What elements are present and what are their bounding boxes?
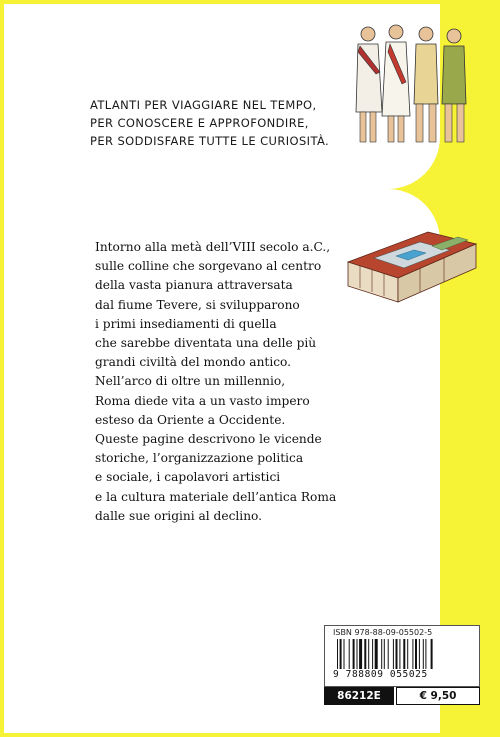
barcode-stripe [353,639,355,669]
description-line: storiche, l’organizzazione politica [95,451,304,466]
tagline-line: ATLANTI PER VIAGGIARE NEL TEMPO, [90,98,317,112]
description-line: Intorno alla metà dell’VIII secolo a.C., [95,240,331,254]
barcode-stripe [399,639,400,669]
barcode-stripe [372,639,373,669]
barcode-number: 9 788809 055025 [333,669,428,680]
product-code-badge: 86212E [324,687,394,705]
barcode-stripe [381,639,382,669]
barcode-stripe [407,639,408,669]
barcode-stripe [425,639,426,669]
barcode-stripe [368,639,369,669]
barcode-stripe [375,639,378,669]
barcode-stripe [412,639,413,669]
price-badge: € 9,50 [396,687,480,705]
barcode-stripe [423,639,424,669]
barcode-stripe [388,639,389,669]
description-line: esteso da Oriente a Occidente. [95,412,286,427]
description-line: sulle colline che sorgevano al centro [95,259,322,274]
description-line: grandi civiltà del mondo antico. [95,355,292,370]
barcode-stripe [419,639,420,669]
barcode-stripe [364,639,366,669]
barcode-stripe [403,639,405,669]
barcode-stripe [431,639,433,669]
barcode-stripe [349,639,350,669]
isbn-label: ISBN 978-88-09-05502-5 [333,628,433,637]
description-line: Queste pagine descrivono le vicende [95,432,322,447]
barcode-box [324,625,480,687]
description-line: dalle sue origini al declino. [95,508,263,523]
barcode-bars [337,639,469,669]
description-line: e sociale, i capolavori artistici [95,470,281,485]
description-line: e la cultura materiale dell’antica Roma [95,489,337,504]
roman-villa-illustration [340,222,480,312]
description-line: dal fiume Tevere, si svilupparono [95,297,300,312]
description-line: Nell’arco di oltre un millennio, [95,374,286,389]
series-tagline [90,96,380,150]
tagline-line: PER CONOSCERE E APPROFONDIRE, [90,116,309,130]
barcode-stripe [396,639,398,669]
barcode-stripe [357,639,358,669]
price-row [324,687,480,705]
back-cover-description [95,238,355,526]
barcode-stripe [393,639,394,669]
description-line: che sarebbe diventata una delle più [95,336,317,351]
barcode-stripe [340,639,342,669]
description-line: i primi insediamenti di quella [95,316,277,331]
barcode-stripe [384,639,385,669]
description-line: della vasta pianura attraversata [95,278,293,293]
description-line: Roma diede vita a un vasto impero [95,393,310,408]
barcode-stripe [337,639,338,669]
barcode-stripe [415,639,417,669]
barcode-stripe [359,639,362,669]
barcode-stripe [344,639,345,669]
tagline-line: PER SODDISFARE TUTTE LE CURIOSITÀ. [90,134,330,148]
